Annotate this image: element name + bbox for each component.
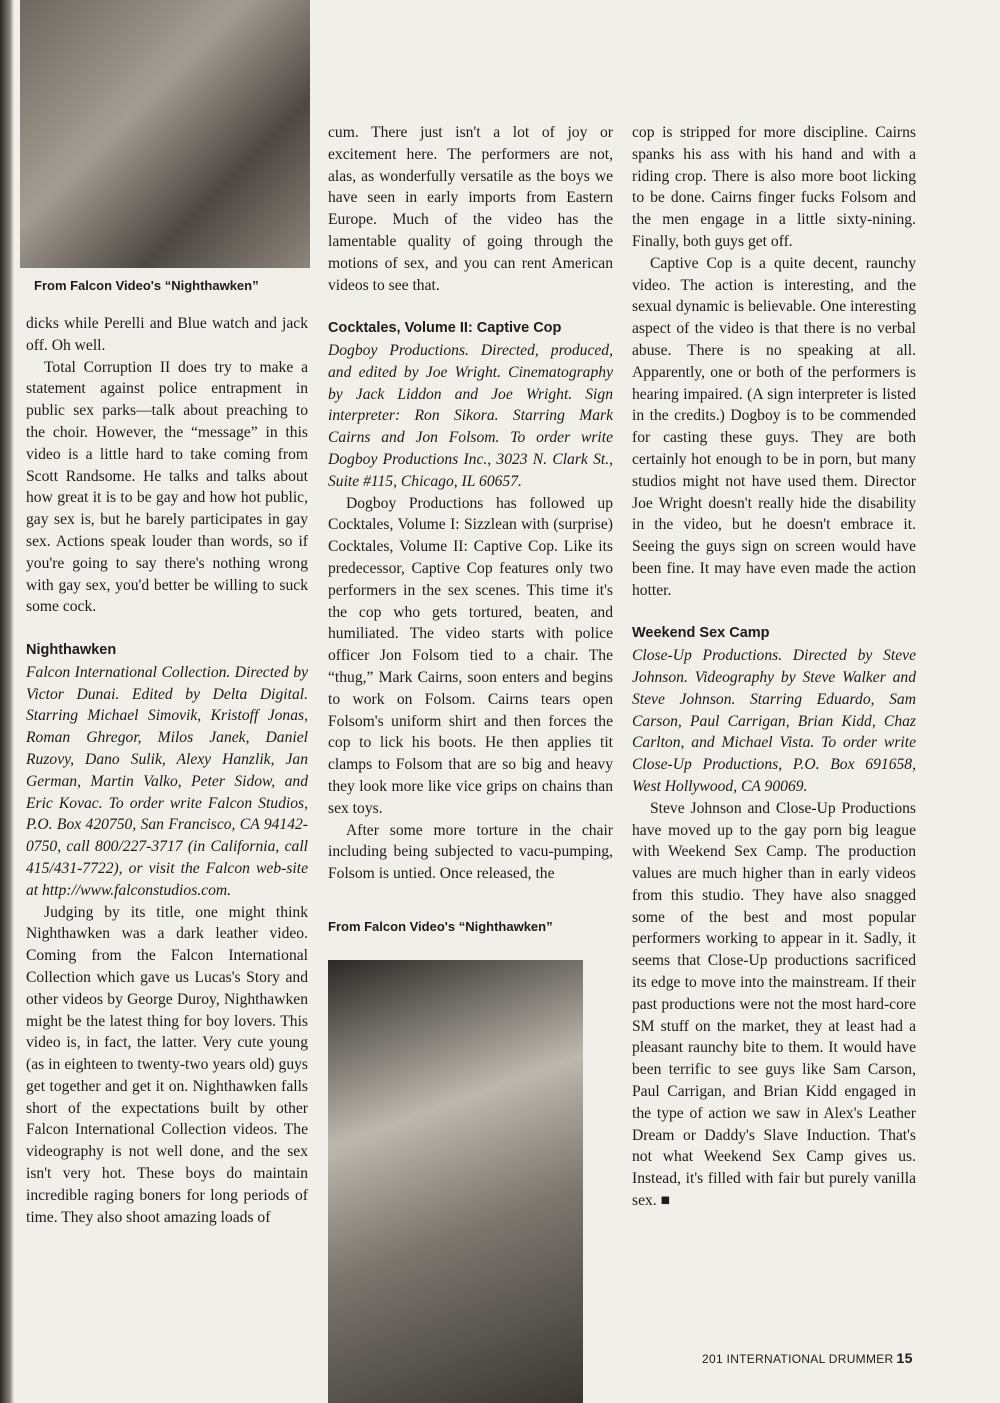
column-1: [26, 313, 308, 1228]
column-2: [328, 122, 613, 885]
review-heading-captive-cop: Cocktales, Volume II: Captive Cop: [328, 320, 562, 337]
paragraph-text: Steve Johnson and Close-Up Productions have moved up to the gay porn big league with Weekend Sex Camp. The production values are much higher than in early videos from this studio. They have also snagged some of the best and most popular performers working to appear in it. Sadly, it seems that Close-Up productions sacrificed its edge to move into the mainstream. If their past productions were not the most hard-core SM stuff on the market, they at least had a pleasant raunchy bite to them. It would have been terrific to see guys like Sam Carson, Paul Carrigan, and Brian Kidd engaged in the type of action we saw in Alex's Leather Dream or Daddy's Slave Induction. That's not what Weekend Sex Camp gives us. Instead, it's filled with fair but purely vanilla sex.: [632, 799, 916, 1210]
paragraph: cop is stripped for more discipline. Cairns spanks his ass with his hand and with a riding crop. There is also more boot licking to be done. Cairns finger fucks Folsom and the men engage in a little sixty-nining. Finally, both guys get off.: [632, 124, 916, 250]
review-heading-nighthawken: Nighthawken: [26, 641, 117, 658]
photo-nighthawken-bottom: [328, 960, 583, 1403]
column-3: [632, 122, 916, 1212]
page-number: 15: [896, 1350, 913, 1366]
photo-caption-middle: From Falcon Video's “Nighthawken”: [328, 919, 553, 934]
review-heading-weekend-sex-camp: Weekend Sex Camp: [632, 625, 770, 642]
issue-label: 201 INTERNATIONAL DRUMMER: [702, 1352, 894, 1366]
end-mark-icon: ■: [660, 1192, 671, 1210]
paragraph: dicks while Perelli and Blue watch and jack off. Oh well.: [26, 315, 308, 354]
paragraph: Total Corruption II does try to make a statement against police entrapment in public sex parks—talk about preaching to the choir. However, the “message” in this video is a little hard to take coming from Scott Randsome. He talks and talks about how great it is to be gay and how hot public, gay sex is, but he barely participates in gay sex. Actions speak louder than words, so if you're going to say there's nothing wrong with gay sex, you'd better be willing to suck some cock.: [26, 358, 308, 616]
review-credits: Close-Up Productions. Directed by Steve Johnson. Videography by Steve Walker and Steve Johnson. Starring Eduardo, Sam Carson, Paul Carrigan, Brian Kidd, Chaz Carlton, and Michael Vista. To order write Close-Up Productions, P.O. Box 691658, West Hollywood, CA 90069.: [632, 647, 916, 795]
review-credits: Dogboy Productions. Directed, produced, and edited by Joe Wright. Cinematography by Jack Liddon and Joe Wright. Sign interpreter: Ron Sikora. Starring Mark Cairns and Jon Folsom. To order write Dogboy Productions Inc., 3023 N. Clark St., Suite #115, Chicago, IL 60657.: [328, 341, 613, 490]
paragraph: cum. There just isn't a lot of joy or excitement here. The performers are not, alas, as wonderfully versatile as the boys we have seen in early imports from Eastern Europe. Much of the video has the lamentable quality of going through the motions of sex, and you can rent American videos to see that.: [328, 124, 613, 294]
paragraph: Dogboy Productions has followed up Cocktales, Volume I: Sizzlean with (surprise) Cocktales, Volume II: Captive Cop. Like its predecessor, Captive Cop features only two performers in the sex scenes. This time it's the cop who gets tortured, beaten, and humiliated. The video starts with police officer Jon Folsom tied to a chair. The “thug,” Mark Cairns, soon enters and begins to work on Folsom. Cairns tears open Folsom's uniform shirt and then forces the cop to lick his boots. He then applies tit clamps to Folsom that are so big and heavy they look more like vice grips on chains than sex toys.: [328, 494, 613, 817]
adjacent-page-edge: [0, 0, 14, 1403]
photo-caption-top: From Falcon Video's “Nighthawken”: [34, 278, 259, 293]
paragraph: [632, 798, 916, 1212]
photo-nighthawken-top: [20, 0, 310, 268]
paragraph: Captive Cop is a quite decent, raunchy video. The action is interesting, and the sexual dynamic is believable. One interesting aspect of the video is that there is no verbal abuse. There is no speaking at all. Apparently, one or both of the performers is hearing impaired. (A sign interpreter is listed in the credits.) Dogboy is to be commended for casting these guys. They are both certainly hot enough to be in porn, but many studios might not have used them. Director Joe Wright doesn't really hide the disability in the video, but he doesn't embrace it. Seeing the guys sign on screen would have been fine. It may have even made the action hotter.: [632, 254, 916, 599]
paragraph: After some more torture in the chair including being subjected to vacu-pumping, Folsom is untied. Once released, the: [328, 821, 613, 883]
review-credits: Falcon International Collection. Directed by Victor Dunai. Edited by Delta Digital. Starring Michael Simovik, Kristoff Jonas, Roman Ghregor, Milos Janek, Daniel Ruzovy, Dano Sulik, Alexy Hanzlik, Jan German, Martin Valko, Peter Sidow, and Eric Kovac. To order write Falcon Studios, P.O. Box 420750, San Francisco, CA 94142-0750, call 800/227-3717 (in California, call 415/431-7722), or visit the Falcon web-site at http://www.falconstudios.com.: [26, 663, 308, 899]
paragraph: Judging by its title, one might think Nighthawken was a dark leather video. Coming from the Falcon International Collection which gave us Lucas's Story and other videos by George Duroy, Nighthawken might be the latest thing for boy lovers. This video is, in fact, the latter. Very cute young (as in eighteen to twenty-two years old) guys get together and get it on. Nighthawken falls short of the expectations built by other Falcon International Collection videos. The videography is not well done, and the sex isn't very hot. These boys do maintain incredible raging boners for long periods of time. They also shoot amazing loads of: [26, 903, 308, 1226]
page-footer: [702, 1350, 913, 1366]
